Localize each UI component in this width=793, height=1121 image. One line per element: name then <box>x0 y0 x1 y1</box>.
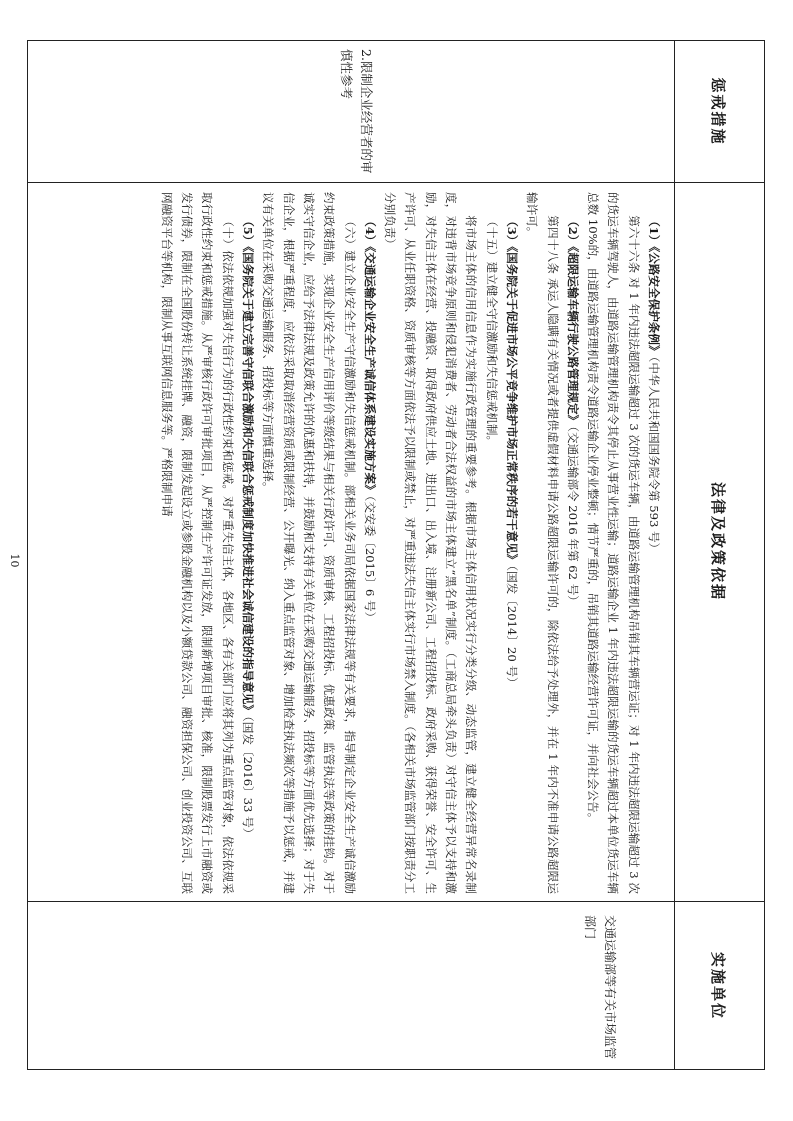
header-measure: 惩戒措施 <box>709 77 728 146</box>
basis-item-2-heading: （2）《超限运输车辆行驶公路管理规定》（交通运输部令 2016 年第 62 号） <box>565 215 580 607</box>
basis-item-5-text: （十）依法依规加强对失信行为的行政性约束和惩戒。对严重失信主体，各地区、各有关部门应将其列为重点监管对象，依法依规采取行政性约束和惩戒措施。从严审核行政许可审批项目，从严控制生产许可证发放，限制新增项目审批、核准，限制股票发行上市融资或发行债券，限制在全国股份转让系统挂牌、融资，限制发起设立或参股金融机构以及小额贷款公司、融资担保公司、创业投资公司、互联网融资平台等机构，限制从事互联网信息服务等。严格限制申请 <box>159 192 235 894</box>
basis-item-4-text: （六）建立企业安全生产守信激励和失信惩戒机制。部相关业务司局依据国家法律法规等有关要求，指导制定企业安全生产诚信激励约束政策措施，实现企业安全生产信用评价等级结果与相关行政许可、资质审核、工程招投标、优惠政策、监管执法等政策的挂钩。对于诚实守信企业，应给予法律法规及政策允许的优惠和扶持，并鼓励和支持有关单位在采购交通运输服务、招投标等方面优先选择；对于失信企业，根据严重程度，应依法采取取消经营资质或限制经营、公开曝光、纳入重点监管对象、增加检查执法频次等措施予以惩戒，并建议有关单位在采购交通运输服务、招投标等方面慎重选择。 <box>261 192 357 894</box>
implementing-unit-text: 交通运输部等有关市场监管部门 <box>583 915 617 1060</box>
legal-basis-body <box>157 192 664 894</box>
implementing-unit-cell <box>26 901 674 1071</box>
measure-cell <box>26 41 674 182</box>
header-legal-basis: 法律及政策依据 <box>709 481 728 601</box>
measure-text: 2.限制企业经营者的审慎性参考 <box>339 49 374 174</box>
basis-item-3-sub: （十五）建立健全守信激励和失信惩戒机制。 <box>484 215 499 448</box>
basis-item-2-text: 第四十八条 承运人隐瞒有关情况或者提供虚假材料申请公路超限运输许可的，除依法给予处理外，并在 1 年内不准申请公路超限运输许可。 <box>525 192 560 894</box>
basis-item-4-heading: （4）《交通运输企业安全生产诚信体系建设实施方案》（交安委〔2015〕6 号） <box>362 215 377 624</box>
basis-item-1-text: 第六十六条 对 1 年内违法超限运输超过 3 次的货运车辆，由道路运输管理机构吊销其车辆营运证；对 1 年内违法超限运输超过 3 次的货运车辆驾驶人，由道路运输管理机构责令其停止从事营业性运输；道路运输企业 1 年内违法超限运输的货运车辆超过本单位货运车辆总数 10%的，由道路运输管理机构责令道路运输企业停业整顿；情节严重的，吊销其道路运输经营许可证，并向社会公告。 <box>586 192 641 894</box>
table-header-row <box>674 41 764 1069</box>
basis-item-1-heading: （1）《公路安全保护条例》（中华人民共和国国务院令第 593 号） <box>647 215 661 555</box>
policy-table <box>27 40 765 1070</box>
basis-item-3-text: 将市场主体的信用信息作为实施行政管理的重要参考。根据市场主体信用状况实行分类分级、动态监管，建立健全经营异常名录制度，对违背市场竞争原则和侵犯消费者、劳动者合法权益的市场主体建立“黑名单”制度。（工商总局牵头负责）对守信主体予以支持和激励，对失信主体在经营、投融资、取得政府供应土地、进出口、出入境、注册新公司、工程招投标、政府采购、获得荣誉、安全许可、生产许可、从业任职资格、资质审核等方面依法予以限制或禁止，对严重违法失信主体实行市场禁入制度。（各相关市场监管部门按职责分工分别负责） <box>383 192 479 894</box>
basis-item-5-heading: （5）《国务院关于建立完善守信联合激励和失信联合惩戒制度加快推进社会诚信建设的指导意见》（国发〔2016〕33 号） <box>241 215 256 840</box>
header-implementing-unit: 实施单位 <box>709 951 728 1020</box>
basis-item-3-heading: （3）《国务院关于促进市场公平竞争维护市场正常秩序的若干意见》（国发〔2014〕20 号） <box>504 215 519 689</box>
legal-basis-cell <box>26 182 674 901</box>
page-number: 10 <box>8 553 21 568</box>
